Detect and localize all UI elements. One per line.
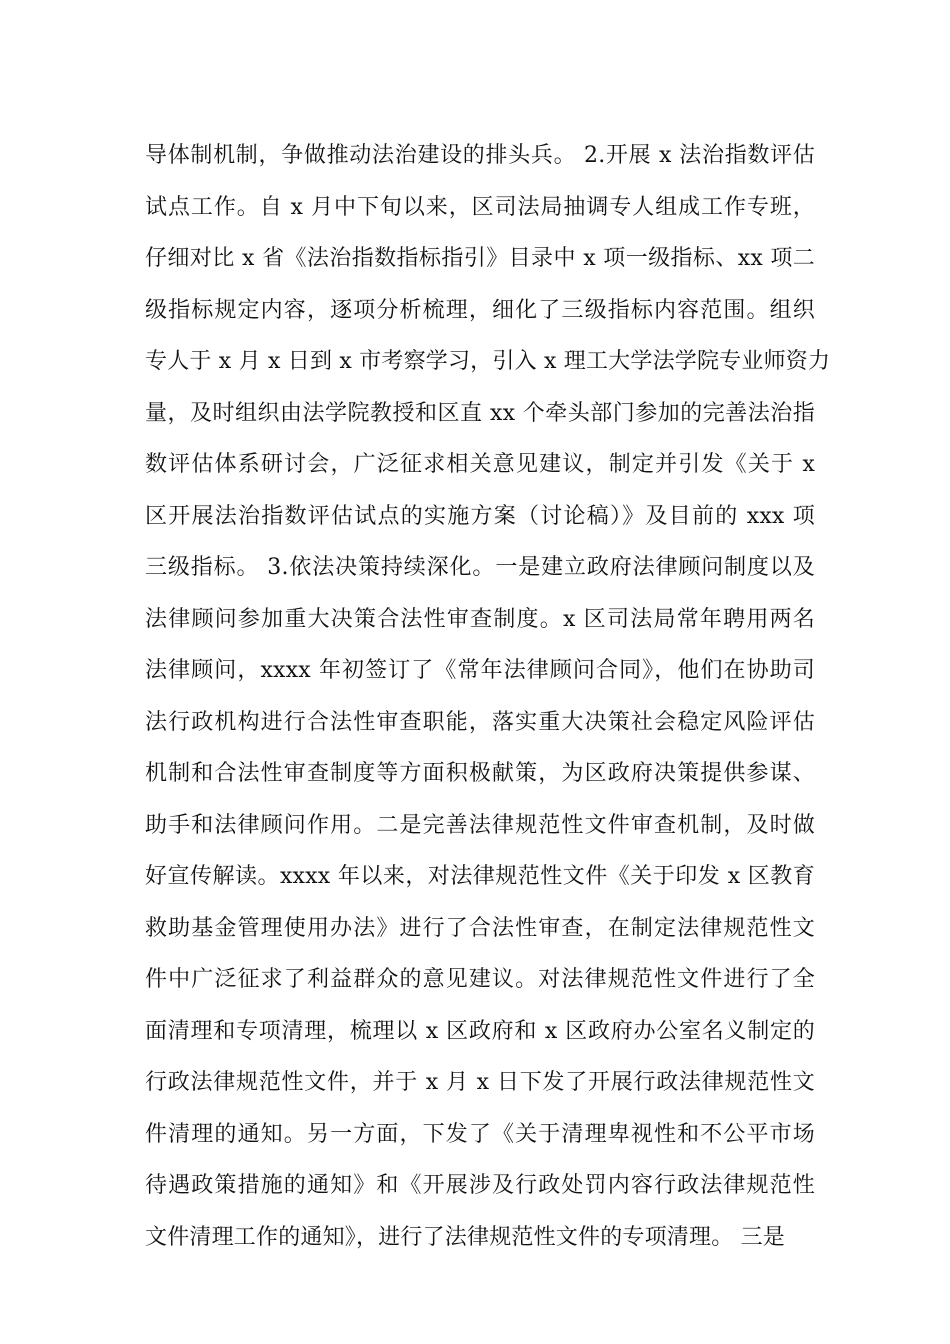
text-line: 件清理的通知。另一方面，下发了《关于清理卑视性和不公平市场: [145, 1121, 815, 1147]
text-line: 救助基金管理使用办法》进行了合法性审查，在制定法律规范性文: [145, 915, 815, 941]
text-line: 级指标规定内容，逐项分析梳理，细化了三级指标内容范围。组织: [145, 297, 815, 323]
text-line: 法律顾问参加重大决策合法性审查制度。x 区司法局常年聘用两名: [145, 606, 815, 632]
text-line: 试点工作。自 x 月中下旬以来，区司法局抽调专人组成工作专班，: [145, 194, 815, 220]
text-line: 面清理和专项清理，梳理以 x 区政府和 x 区政府办公室名义制定的: [145, 1018, 815, 1044]
text-line: 区开展法治指数评估试点的实施方案（讨论稿）》及目前的 xxx 项: [145, 503, 815, 529]
text-line: 助手和法律顾问作用。二是完善法律规范性文件审查机制，及时做: [145, 812, 815, 838]
text-line: 法行政机构进行合法性审查职能，落实重大决策社会稳定风险评估: [145, 709, 815, 735]
text-line: 数评估体系研讨会，广泛征求相关意见建议，制定并引发《关于 x: [145, 452, 815, 477]
text-line: 好宣传解读。xxxx 年以来，对法律规范性文件《关于印发 x 区教育: [145, 864, 815, 889]
text-line: 量，及时组织由法学院教授和区直 xx 个牵头部门参加的完善法治指: [145, 400, 815, 426]
text-line: 行政法律规范性文件，并于 x 月 x 日下发了开展行政法律规范性文: [145, 1070, 815, 1095]
body-text: [145, 134, 831, 1267]
text-line: 专人于 x 月 x 日到 x 市考察学习，引入 x 理工大学法学院专业师资力: [145, 349, 831, 374]
text-line: 仔细对比 x 省《法治指数指标指引》目录中 x 项一级指标、xx 项二: [145, 246, 815, 271]
text-line: 三级指标。 3.依法决策持续深化。一是建立政府法律顾问制度以及: [145, 555, 815, 580]
text-line: 待遇政策措施的通知》和《开展涉及行政处罚内容行政法律规范性: [145, 1173, 815, 1198]
text-line: 导体制机制，争做推动法治建设的排头兵。 2.开展 x 法治指数评估: [145, 143, 815, 168]
text-line: 件中广泛征求了利益群众的意见建议。对法律规范性文件进行了全: [145, 967, 815, 992]
text-line: 法律顾问，xxxx 年初签订了《常年法律顾问合同》，他们在协助司: [145, 658, 815, 683]
text-line: 文件清理工作的通知》，进行了法律规范性文件的专项清理。 三是: [145, 1224, 785, 1250]
text-line: 机制和合法性审查制度等方面积极献策，为区政府决策提供参谋、: [145, 761, 815, 786]
